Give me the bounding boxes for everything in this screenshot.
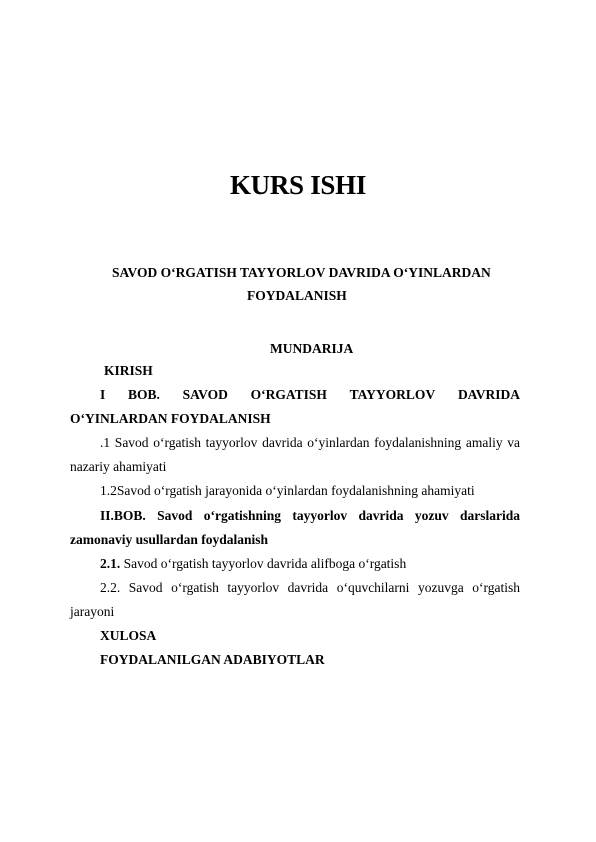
subtitle-line-2: FOYDALANISH bbox=[247, 288, 347, 303]
toc-word: TAYYORLOV bbox=[349, 387, 436, 402]
toc-item-section1-2: 1.2Savod o‘rgatish jarayonida o‘yinlardan foydalanishning ahamiyati bbox=[100, 483, 475, 498]
toc-item-section2-1 bbox=[100, 556, 406, 572]
toc-item-section1-1-line2: nazariy ahamiyati bbox=[70, 459, 167, 474]
toc-item-section1-1-line1: .1 Savod o‘rgatish tayyorlov davrida o‘yinlardan foydalanishning amaliy va bbox=[100, 435, 520, 450]
toc-word: I bbox=[100, 387, 106, 402]
subtitle-line-1: SAVOD O‘RGATISH TAYYORLOV DAVRIDA O‘YINLARDAN bbox=[112, 265, 491, 280]
toc-word: O‘RGATISH bbox=[250, 387, 327, 402]
toc-item-chapter1-line2: O‘YINLARDAN FOYDALANISH bbox=[70, 411, 271, 426]
section-text: Savod o‘rgatish tayyorlov davrida alifboga o‘rgatish bbox=[120, 556, 407, 571]
toc-item-chapter2-line1: II.BOB. Savod o‘rgatishning tayyorlov davrida yozuv darslarida bbox=[100, 508, 520, 523]
toc-item-section2-2-line1: 2.2. Savod o‘rgatish tayyorlov davrida o‘quvchilarni yozuvga o‘rgatish bbox=[100, 580, 520, 595]
toc-word: DAVRIDA bbox=[457, 387, 520, 402]
toc-item-section2-2-line2: jarayoni bbox=[70, 604, 115, 619]
toc-heading: MUNDARIJA bbox=[270, 341, 354, 356]
section-number: 2.1. bbox=[100, 556, 121, 571]
toc-item-chapter1-line1 bbox=[100, 387, 520, 403]
document-title: KURS ISHI bbox=[229, 170, 367, 200]
toc-word: BOB. bbox=[128, 387, 160, 402]
toc-item-chapter2-line2: zamonaviy usullardan foydalanish bbox=[70, 532, 269, 547]
toc-item-references: FOYDALANILGAN ADABIYOTLAR bbox=[100, 652, 325, 667]
toc-word: SAVOD bbox=[182, 387, 228, 402]
toc-item-xulosa: XULOSA bbox=[100, 628, 157, 643]
toc-item-kirish: KIRISH bbox=[104, 363, 153, 378]
